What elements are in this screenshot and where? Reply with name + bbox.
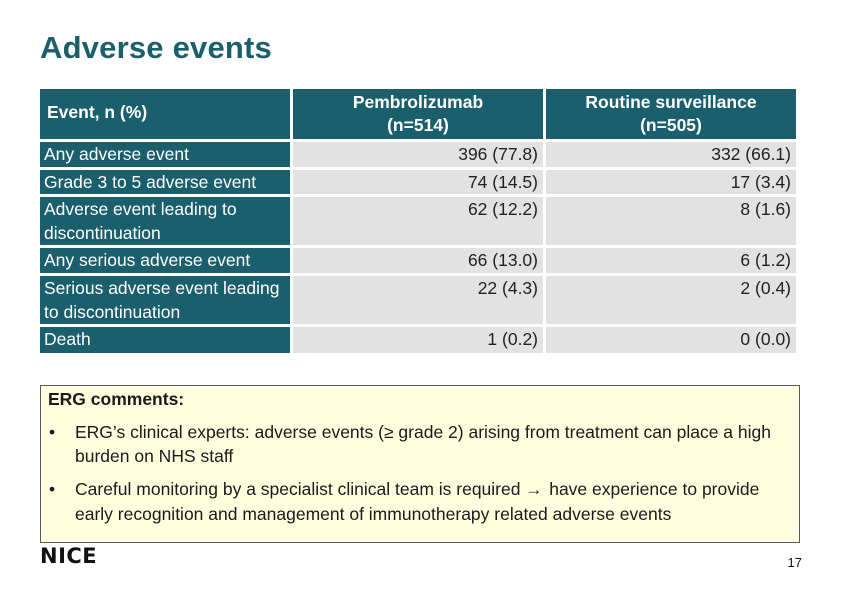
slide-title: Adverse events [40, 30, 272, 65]
pembrolizumab-value: 62 (12.2) [293, 197, 543, 245]
event-label: Adverse event leading to discontinuation [40, 197, 290, 245]
table-row [40, 142, 796, 167]
header-pembrolizumab: Pembrolizumab (n=514) [293, 89, 543, 139]
list-item [48, 420, 791, 468]
pembrolizumab-value: 22 (4.3) [293, 276, 543, 324]
table-header-row [40, 89, 796, 139]
surveillance-value: 17 (3.4) [546, 170, 796, 194]
bullet-icon: • [49, 479, 56, 499]
list-item [48, 477, 791, 526]
header-surveillance: Routine surveillance (n=505) [546, 89, 796, 139]
surveillance-value: 8 (1.6) [546, 197, 796, 245]
page-number: 17 [787, 555, 802, 570]
header-event: Event, n (%) [40, 89, 290, 139]
nice-logo: NICE [40, 544, 98, 568]
adverse-events-table [37, 86, 799, 356]
table-row [40, 327, 796, 353]
comments-heading: ERG comments: [48, 389, 185, 409]
table-row [40, 197, 796, 245]
comment-text: ERG’s clinical experts: adverse events (≥ grade 2) arising from treatment can place a high burden on NHS staff [75, 422, 771, 466]
event-label: Any serious adverse event [40, 248, 290, 273]
table-row [40, 248, 796, 273]
arrow-right-icon: → [525, 480, 543, 499]
pembrolizumab-value: 396 (77.8) [293, 142, 543, 167]
table-row [40, 170, 796, 194]
comments-list [48, 420, 791, 526]
erg-comments-box [40, 385, 800, 543]
comment-text: Careful monitoring by a specialist clinical team is required [75, 479, 526, 499]
event-label: Serious adverse event leading to discontinuation [40, 276, 290, 324]
table-row [40, 276, 796, 324]
pembrolizumab-value: 66 (13.0) [293, 248, 543, 273]
surveillance-value: 332 (66.1) [546, 142, 796, 167]
surveillance-value: 2 (0.4) [546, 276, 796, 324]
event-label: Any adverse event [40, 142, 290, 167]
pembrolizumab-value: 1 (0.2) [293, 327, 543, 353]
comment-text-continued: have experience to provide early recognition and management of immunotherapy related adverse events [75, 479, 760, 524]
event-label: Grade 3 to 5 adverse event [40, 170, 290, 194]
surveillance-value: 6 (1.2) [546, 248, 796, 273]
bullet-icon: • [49, 422, 56, 442]
pembrolizumab-value: 74 (14.5) [293, 170, 543, 194]
event-label: Death [40, 327, 290, 353]
surveillance-value: 0 (0.0) [546, 327, 796, 353]
